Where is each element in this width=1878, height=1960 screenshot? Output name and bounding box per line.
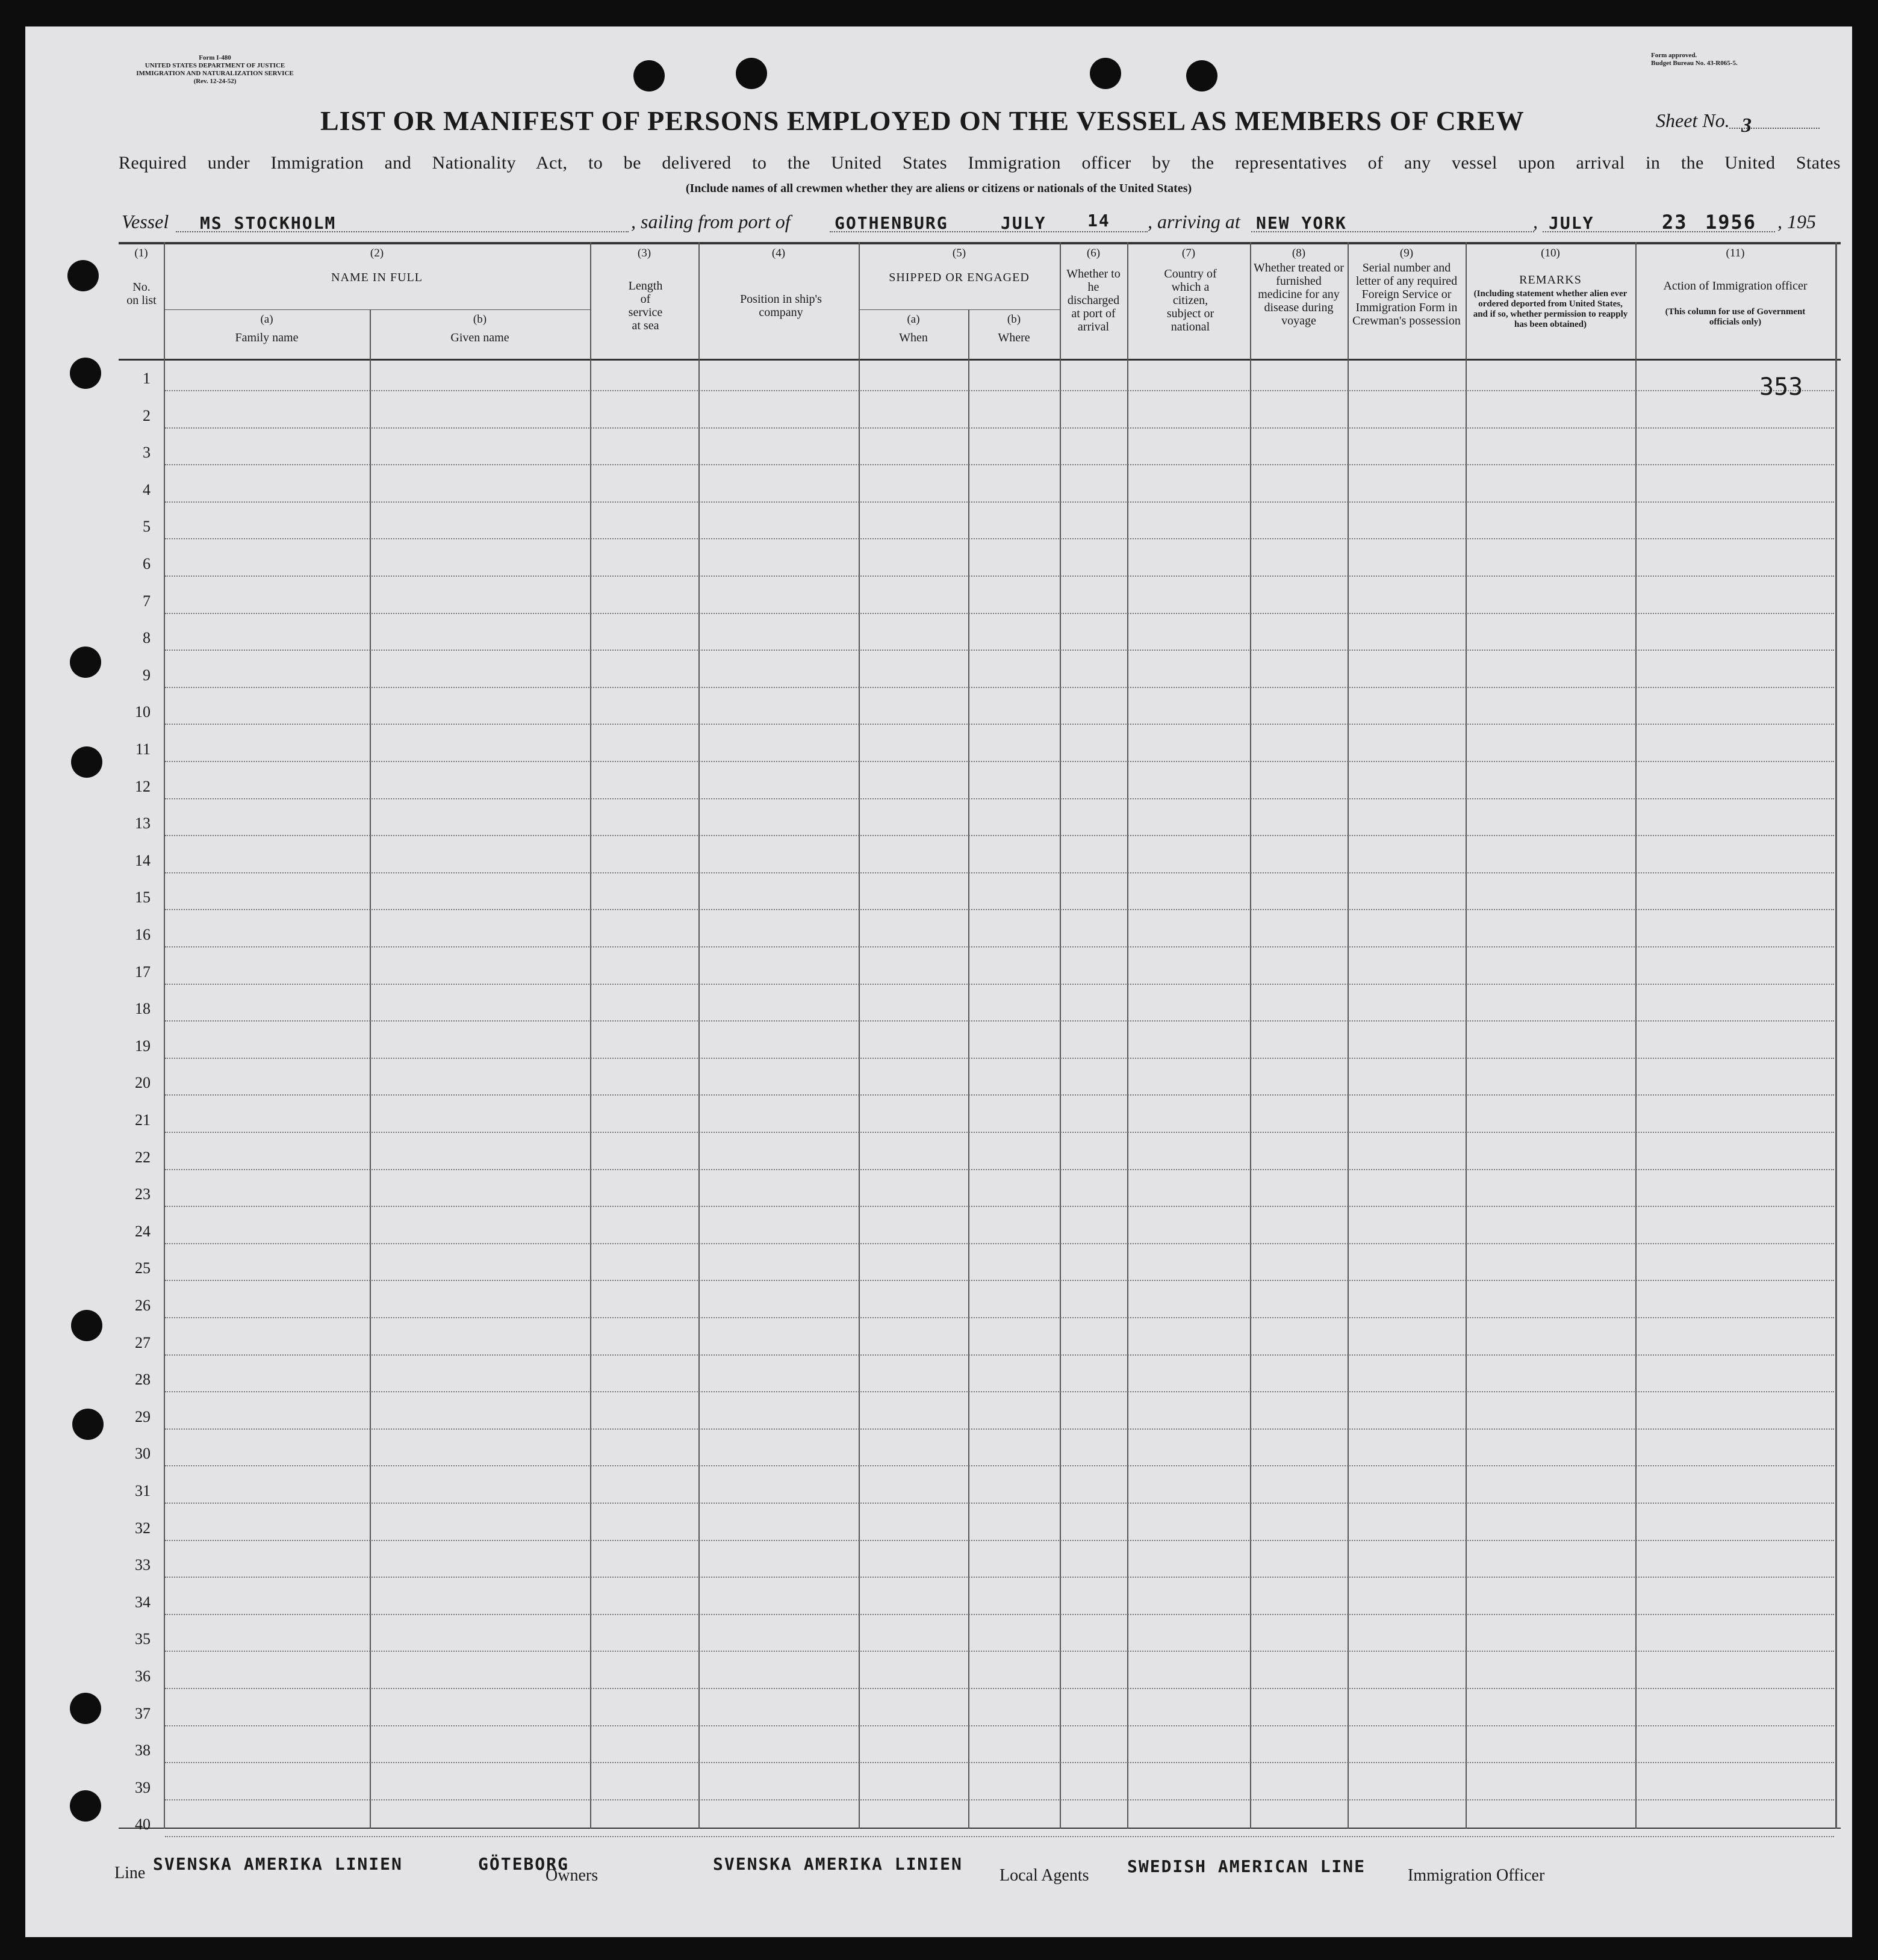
form-rev: (Rev. 12-24-52) <box>193 78 237 85</box>
comma: , <box>1533 211 1538 232</box>
col1-number: (1) <box>134 247 148 259</box>
row-number: 10 <box>135 703 151 721</box>
name-subdivider <box>164 309 590 310</box>
row-line <box>165 1688 1834 1689</box>
col7-header: Country of which a citizen, subject or national <box>1164 267 1217 333</box>
col5b-number: (b) <box>1007 313 1021 326</box>
row-number: 33 <box>135 1556 151 1574</box>
col-divider <box>370 309 371 1829</box>
row-line <box>165 1577 1834 1578</box>
row-line <box>165 1317 1834 1318</box>
sailing-port: GOTHENBURG <box>835 213 948 233</box>
sailing-label: , sailing from port of <box>631 211 791 232</box>
col2b-header: Given name <box>450 331 509 344</box>
col-divider <box>1348 242 1349 1829</box>
row-number: 16 <box>135 926 151 943</box>
row-number: 14 <box>135 851 151 869</box>
row-line <box>165 538 1834 539</box>
arriving-label: , arriving at <box>1148 211 1240 232</box>
table-bottom-border <box>119 1828 1841 1829</box>
row-line <box>165 464 1834 465</box>
col-divider <box>1466 242 1467 1829</box>
col8-number: (8) <box>1292 247 1306 259</box>
col-divider <box>968 309 969 1829</box>
page-title: LIST OR MANIFEST OF PERSONS EMPLOYED ON THE VESSEL AS MEMBERS OF CREW <box>320 105 1525 136</box>
col5b-header: Where <box>998 331 1030 344</box>
officer-label: Immigration Officer <box>1408 1866 1545 1885</box>
arrival-year: 1956 <box>1705 211 1757 234</box>
punch-hole <box>70 1790 101 1822</box>
row-number: 7 <box>143 592 151 610</box>
row-number: 40 <box>135 1816 151 1834</box>
row-line <box>165 1391 1834 1392</box>
row-line <box>165 1428 1834 1430</box>
row-line <box>165 1614 1834 1615</box>
punch-hole <box>71 746 102 778</box>
punch-hole <box>633 60 665 91</box>
line-label: Line <box>114 1864 146 1882</box>
required-statement: Required under Immigration and Nationality Act, to be delivered to the United States Immigration officer by the representatives of any vessel upon arrival in the United States <box>119 153 1841 173</box>
row-line <box>165 427 1834 429</box>
form-id-block <box>116 54 314 85</box>
arrival-day: 23 <box>1662 211 1688 234</box>
col11-number: (11) <box>1726 247 1745 259</box>
row-line <box>165 798 1834 799</box>
row-line <box>165 909 1834 910</box>
col10-note: (Including statement whether alien ever ordered deported from United States, and if so, whether permission to reapply has been obtained) <box>1473 289 1628 329</box>
row-number: 25 <box>135 1259 151 1277</box>
agents-label: Local Agents <box>1000 1866 1089 1885</box>
form-number: Form I-480 <box>199 54 231 61</box>
row-number: 6 <box>143 555 151 572</box>
row-number: 30 <box>135 1445 151 1463</box>
col10-number: (10) <box>1541 247 1560 259</box>
col4-number: (4) <box>771 247 786 259</box>
form-service: IMMIGRATION AND NATURALIZATION SERVICE <box>136 70 294 77</box>
col9-number: (9) <box>1399 247 1414 259</box>
line-name: SVENSKA AMERIKA LINIEN <box>153 1854 403 1874</box>
header-bottom-border <box>119 359 1841 361</box>
col10-header: REMARKS <box>1519 273 1582 287</box>
row-line <box>165 501 1834 503</box>
shipped-subdivider <box>859 309 1060 310</box>
row-number: 13 <box>135 814 151 833</box>
row-line <box>165 1058 1834 1059</box>
row-line <box>165 1206 1834 1207</box>
arrival-port: NEW YORK <box>1256 213 1347 233</box>
row-number: 27 <box>135 1333 151 1351</box>
form-approved: Form approved. <box>1651 52 1697 59</box>
row-line <box>165 946 1834 947</box>
row-number: 15 <box>135 889 151 907</box>
col4-header: Position in ship's company <box>740 293 822 319</box>
col8-header: Whether treated or furnished medicine for any disease during voyage <box>1254 261 1344 327</box>
col9-header: Serial number and letter of any required Foreign Service or Immigration Form in Crewman's possession <box>1352 261 1461 327</box>
row-line <box>165 1094 1834 1096</box>
col5a-number: (a) <box>907 313 920 326</box>
row-line <box>165 761 1834 762</box>
row-line <box>165 984 1834 985</box>
col-divider <box>1250 242 1251 1829</box>
punch-hole <box>67 260 99 291</box>
row-number: 34 <box>135 1593 151 1611</box>
table-top-border <box>119 242 1841 244</box>
punch-hole <box>1090 58 1121 89</box>
row-line <box>165 724 1834 725</box>
row-number: 17 <box>135 963 151 981</box>
row-line <box>165 1503 1834 1504</box>
row-line <box>165 1354 1834 1356</box>
col2a-number: (a) <box>260 313 273 326</box>
owners-label: Owners <box>546 1866 599 1885</box>
row-line <box>165 872 1834 873</box>
col-divider <box>1127 242 1128 1829</box>
col-divider <box>859 242 860 1829</box>
col2-number: (2) <box>370 247 384 259</box>
punch-hole <box>72 1409 104 1440</box>
row-number: 39 <box>135 1778 151 1796</box>
col5a-header: When <box>899 331 928 344</box>
row-number: 2 <box>143 406 151 424</box>
row-line <box>165 1762 1834 1763</box>
row-number: 23 <box>135 1185 151 1203</box>
form-dept: UNITED STATES DEPARTMENT OF JUSTICE <box>145 62 285 69</box>
form-approval <box>1651 52 1820 67</box>
punch-hole <box>70 358 101 389</box>
row-line <box>165 1465 1834 1466</box>
row-line <box>165 575 1834 577</box>
include-note: (Include names of all crewmen whether they are aliens or citizens or nationals of the United States) <box>685 182 1192 195</box>
row-number: 24 <box>135 1222 151 1240</box>
col3-header: Length of service at sea <box>628 279 663 332</box>
row-line <box>165 1540 1834 1541</box>
row-number: 26 <box>135 1297 151 1314</box>
row-line <box>165 1132 1834 1133</box>
row-line <box>165 613 1834 614</box>
row-number: 9 <box>143 666 151 684</box>
owners-name: SVENSKA AMERIKA LINIEN <box>713 1854 963 1874</box>
col1-header: No. on list <box>126 281 157 307</box>
row-line <box>165 687 1834 688</box>
row-number: 29 <box>135 1407 151 1425</box>
col11-note: (This column for use of Government officials only) <box>1665 307 1806 327</box>
col6-number: (6) <box>1086 247 1101 259</box>
col11-header: Action of Immigration officer <box>1663 279 1808 293</box>
row-line <box>165 1243 1834 1244</box>
col7-number: (7) <box>1181 247 1196 259</box>
punch-hole <box>1186 60 1217 91</box>
row-number: 3 <box>143 444 151 462</box>
line-city: GÖTEBORG <box>478 1854 569 1874</box>
punch-hole <box>736 58 767 89</box>
row-line <box>165 835 1834 836</box>
sheet-number: 3 <box>1741 114 1753 137</box>
row-number: 36 <box>135 1667 151 1685</box>
vessel-label: Vessel <box>122 211 169 232</box>
row-line <box>165 1020 1834 1022</box>
sailing-day: 14 <box>1087 211 1110 231</box>
row-number: 18 <box>135 1000 151 1018</box>
row-number: 4 <box>143 480 151 498</box>
row-line <box>165 1725 1834 1726</box>
row-line <box>165 1836 1834 1837</box>
row-number: 31 <box>135 1482 151 1499</box>
vessel-name: MS STOCKHOLM <box>200 213 337 233</box>
arrival-month: JULY <box>1549 213 1594 233</box>
row-line <box>165 390 1834 391</box>
row-number: 37 <box>135 1704 151 1722</box>
stamp-number: 353 <box>1759 373 1803 401</box>
row-number: 19 <box>135 1037 151 1055</box>
punch-hole <box>70 1693 101 1724</box>
row-number: 12 <box>135 777 151 795</box>
col-divider <box>164 242 165 1829</box>
punch-hole <box>70 647 101 678</box>
row-number: 8 <box>143 629 151 647</box>
col6-header: Whether to he discharged at port of arrival <box>1066 267 1121 333</box>
agents-name: SWEDISH AMERICAN LINE <box>1127 1856 1366 1876</box>
row-line <box>165 1799 1834 1800</box>
col2-header: NAME IN FULL <box>331 271 423 284</box>
col-divider <box>698 242 700 1829</box>
row-number: 32 <box>135 1519 151 1537</box>
col5-header: SHIPPED OR ENGAGED <box>889 271 1030 284</box>
row-number: 38 <box>135 1741 151 1760</box>
row-line <box>165 1651 1834 1652</box>
col5-number: (5) <box>952 247 966 259</box>
row-number: 1 <box>143 370 151 387</box>
sailing-month: JULY <box>1001 213 1046 233</box>
col-divider <box>1635 242 1637 1829</box>
col-divider <box>590 242 591 1829</box>
year-suffix: , 195 <box>1777 211 1816 232</box>
row-number: 22 <box>135 1148 151 1166</box>
manifest-sheet <box>25 26 1852 1937</box>
col3-number: (3) <box>637 247 651 259</box>
row-line <box>165 1169 1834 1170</box>
row-number: 35 <box>135 1630 151 1648</box>
table-right-border <box>1835 242 1837 1829</box>
punch-hole <box>71 1310 102 1341</box>
row-number: 20 <box>135 1074 151 1092</box>
row-number: 28 <box>135 1371 151 1389</box>
row-number: 21 <box>135 1111 151 1129</box>
col2b-number: (b) <box>473 313 487 326</box>
row-number: 11 <box>135 740 151 758</box>
budget-bureau: Budget Bureau No. 43-R065-5. <box>1651 60 1738 67</box>
sheet-label: Sheet No. <box>1656 110 1730 131</box>
col2a-header: Family name <box>235 331 299 344</box>
row-line <box>165 650 1834 651</box>
row-line <box>165 1280 1834 1281</box>
row-number: 5 <box>143 518 151 536</box>
col-divider <box>1060 242 1061 1829</box>
